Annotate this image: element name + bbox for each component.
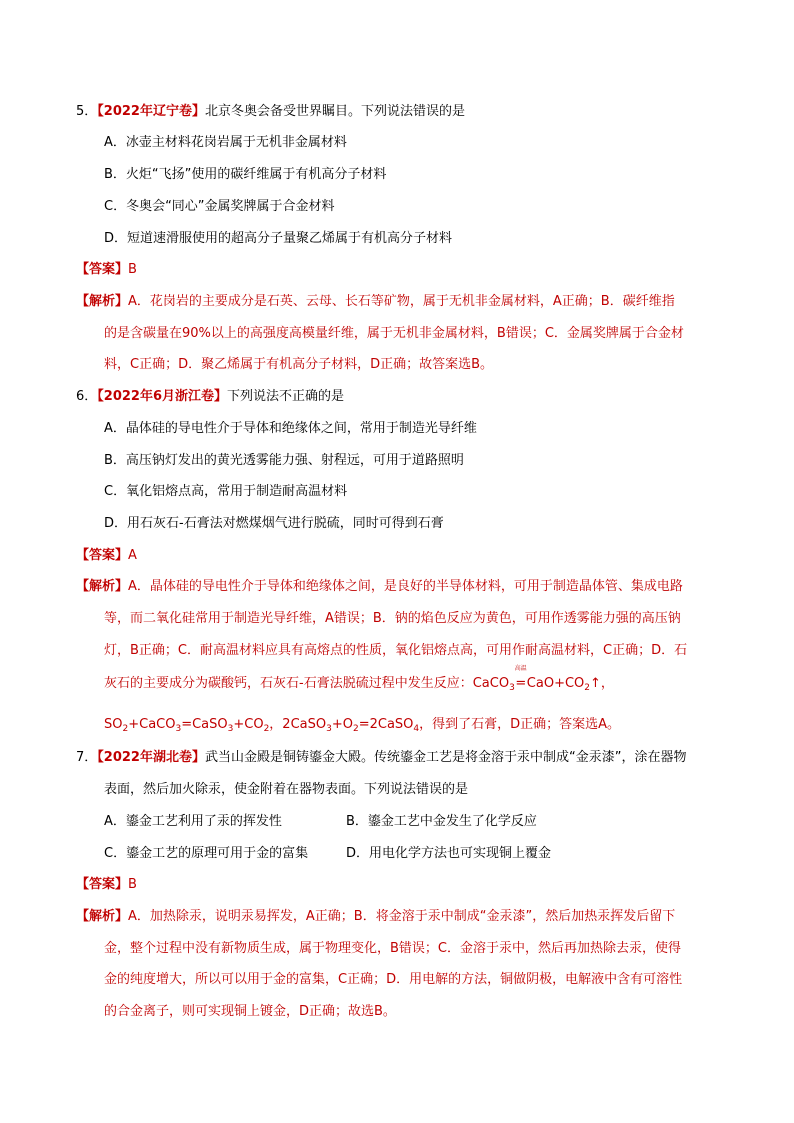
answer-line: [76, 546, 137, 566]
answer-line: [76, 875, 137, 895]
analysis-line: [76, 907, 675, 927]
analysis-line: [76, 292, 675, 312]
source-tag: 【2022年6月浙江卷】: [97, 389, 228, 404]
answer-label: 【答案】: [76, 262, 129, 277]
analysis-line: 金的纯度增大，所以可以用于金的富集，C正确；D．用电解的方法，铜做阴极，电解液中含有可溶性: [104, 972, 683, 987]
analysis-line: 料，C正确；D．聚乙烯属于有机高分子材料，D正确；故答案选B。: [104, 357, 494, 372]
answer-label: 【答案】: [76, 548, 129, 563]
option-d: D．用电化学方法也可实现铜上覆金: [346, 846, 552, 861]
question-number: 7．: [76, 750, 98, 765]
reaction-arrow: 高温 =: [514, 665, 527, 691]
answer-line: [76, 260, 137, 280]
analysis-text: A．晶体硅的导电性介于导体和绝缘体之间，是良好的半导体材料，可用于制造晶体管、集成电路: [128, 579, 683, 594]
analysis-text: 灰石的主要成分为碳酸钙，石灰石-石膏法脱硫过程中发生反应：: [104, 676, 473, 691]
analysis-line: [104, 715, 620, 735]
analysis-line: [76, 577, 683, 597]
option-b: B．高压钠灯发出的黄光透雾能力强、射程远，可用于道路照明: [104, 453, 464, 468]
analysis-text: A．加热除汞，说明汞易挥发，A正确；B．将金溶于汞中制成“金汞漆”，然后加热汞挥发后留下: [128, 909, 676, 924]
option-row: [104, 844, 704, 864]
equation-1: CaCO$_3$ 高温 $=CaO+CO_2↑$，: [472, 665, 614, 693]
question-number: 5．: [76, 104, 98, 119]
analysis-line: 等，而二氧化硅常用于制造光导纤维，A错误；B．钠的焰色反应为黄色，可用作透雾能力强的高压钠: [104, 611, 681, 626]
source-tag: 【2022年湖北卷】: [97, 750, 205, 765]
analysis-label: 【解析】: [76, 294, 129, 309]
answer-value: A: [128, 548, 137, 563]
analysis-line: 灯，B正确；C．耐高温材料应具有高熔点的性质，氧化铝熔点高，可用作耐高温材料，C正确；D．石: [104, 643, 688, 658]
answer-value: B: [128, 877, 137, 892]
answer-label: 【答案】: [76, 877, 129, 892]
option-d: D．用石灰石-石膏法对燃煤烟气进行脱硫，同时可得到石膏: [104, 516, 444, 531]
question-7-stem: [76, 748, 686, 768]
equation-2: $SO_2+CaCO_3=CaSO_3+CO_2$，$2CaSO_3+O_2=2CaSO_4$: [104, 717, 420, 734]
option-b: B．火炬“飞扬”使用的碳纤维属于有机高分子材料: [104, 167, 387, 182]
analysis-line: [104, 665, 614, 694]
analysis-line: 金，整个过程中没有新物质生成，属于物理变化，B错误；C．金溶于汞中，然后再加热除去汞，使得: [104, 941, 681, 956]
analysis-line: 的是含碳量在90%以上的高强度高模量纤维，属于无机非金属材料，B错误；C．金属奖牌属于合金材: [104, 326, 684, 341]
question-6-stem: [76, 387, 344, 407]
option-c: C．冬奥会“同心”金属奖牌属于合金材料: [104, 199, 335, 214]
question-text: 北京冬奥会备受世界瞩目。下列说法错误的是: [204, 104, 465, 119]
question-5-stem: [76, 102, 465, 122]
option-row: [104, 812, 704, 832]
question-text: 武当山金殿是铜铸鎏金大殿。传统鎏金工艺是将金溶于汞中制成“金汞漆”，涂在器物: [204, 750, 687, 765]
option-a: A．冰壶主材料花岗岩属于无机非金属材料: [104, 135, 347, 150]
option-c: C．氧化铝熔点高，常用于制造耐高温材料: [104, 484, 348, 499]
analysis-text: A．花岗岩的主要成分是石英、云母、长石等矿物，属于无机非金属材料，A正确；B．碳纤维指: [128, 294, 675, 309]
source-tag: 【2022年辽宁卷】: [97, 104, 205, 119]
analysis-label: 【解析】: [76, 579, 129, 594]
question-number: 6．: [76, 389, 98, 404]
option-d: D．短道速滑服使用的超高分子量聚乙烯属于有机高分子材料: [104, 231, 453, 246]
analysis-label: 【解析】: [76, 909, 129, 924]
question-text: 表面，然后加火除汞，使金附着在器物表面。下列说法错误的是: [104, 782, 469, 797]
option-c: C．鎏金工艺的原理可用于金的富集: [104, 846, 309, 861]
option-a: A．鎏金工艺利用了汞的挥发性: [104, 814, 282, 829]
reaction-condition: 高温: [514, 665, 527, 672]
answer-value: B: [128, 262, 137, 277]
option-b: B．鎏金工艺中金发生了化学反应: [346, 814, 537, 829]
analysis-line: 的合金离子，则可实现铜上镀金，D正确；故选B。: [104, 1004, 396, 1019]
option-a: A．晶体硅的导电性介于导体和绝缘体之间，常用于制造光导纤维: [104, 421, 477, 436]
question-text: 下列说法不正确的是: [227, 389, 345, 404]
analysis-text: ，得到了石膏，D正确；答案选A。: [419, 717, 621, 732]
